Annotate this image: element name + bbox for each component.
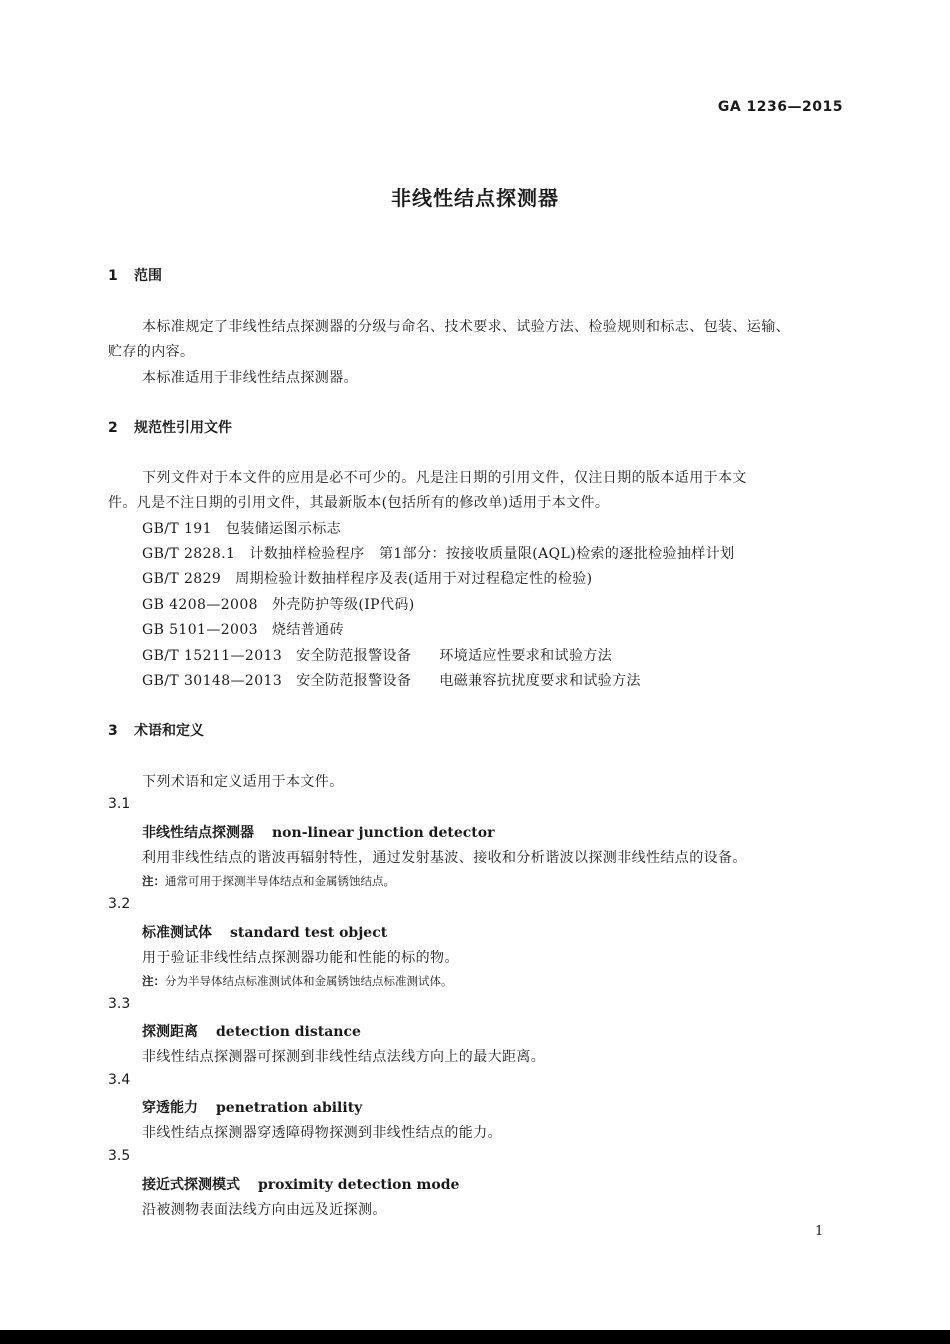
term-number: 3.1 — [108, 796, 131, 812]
term-name: 接近式探测模式 proximity detection mode — [142, 1177, 460, 1193]
reference-item: GB/T 30148—2013 安全防范报警设备 电磁兼容抗扰度要求和试验方法 — [142, 673, 641, 689]
paragraph: 下列文件对于本文件的应用是必不可少的。凡是注日期的引用文件，仅注日期的版本适用于本文 — [142, 470, 747, 486]
paragraph: 贮存的内容。 — [108, 344, 195, 360]
reference-item: GB/T 2829 周期检验计数抽样程序及表(适用于对过程稳定性的检验) — [142, 571, 593, 587]
section-1-heading — [108, 265, 162, 285]
term-definition: 利用非线性结点的谐波再辐射特性，通过发射基波、接收和分析谐波以探测非线性结点的设备。 — [142, 850, 747, 866]
term-number: 3.2 — [108, 896, 131, 912]
reference-item: GB 4208—2008 外壳防护等级(IP代码) — [142, 597, 415, 613]
term-number: 3.5 — [108, 1148, 131, 1164]
term-definition: 沿被测物表面法线方向由远及近探测。 — [142, 1202, 387, 1218]
section-number: 3 — [108, 723, 118, 739]
term-number: 3.4 — [108, 1072, 131, 1088]
term-name: 穿透能力 penetration ability — [142, 1100, 363, 1116]
section-number: 2 — [108, 420, 118, 436]
section-title: 术语和定义 — [134, 723, 204, 739]
section-number: 1 — [108, 268, 118, 284]
document-title: 非线性结点探测器 — [391, 186, 559, 210]
reference-item: GB/T 15211—2013 安全防范报警设备 环境适应性要求和试验方法 — [142, 648, 613, 664]
paragraph: 下列术语和定义适用于本文件。 — [142, 774, 344, 790]
section-title: 范围 — [134, 268, 162, 284]
term-definition: 非线性结点探测器穿透障碍物探测到非线性结点的能力。 — [142, 1125, 502, 1141]
page-number: 1 — [815, 1224, 824, 1239]
bottom-bar — [0, 1330, 950, 1344]
term-note: 注：分为半导体结点标准测试体和金属锈蚀结点标准测试体。 — [142, 974, 453, 988]
paragraph: 件。凡是不注日期的引用文件，其最新版本(包括所有的修改单)适用于本文件。 — [108, 495, 610, 511]
term-note: 注：通常可用于探测半导体结点和金属锈蚀结点。 — [142, 874, 395, 888]
term-definition: 用于验证非线性结点探测器功能和性能的标的物。 — [142, 950, 459, 966]
paragraph: 本标准适用于非线性结点探测器。 — [142, 370, 358, 386]
section-2-heading — [108, 417, 232, 437]
reference-item: GB/T 191 包装储运图示标志 — [142, 521, 342, 537]
reference-item: GB 5101—2003 烧结普通砖 — [142, 622, 344, 638]
term-name: 探测距离 detection distance — [142, 1024, 361, 1040]
paragraph: 本标准规定了非线性结点探测器的分级与命名、技术要求、试验方法、检验规则和标志、包装、运输、 — [142, 319, 790, 335]
reference-item: GB/T 2828.1 计数抽样检验程序 第1部分：按接收质量限(AQL)检索的逐批检验抽样计划 — [142, 546, 735, 562]
term-definition: 非线性结点探测器可探测到非线性结点法线方向上的最大距离。 — [142, 1049, 546, 1065]
section-title: 规范性引用文件 — [134, 420, 232, 436]
term-number: 3.3 — [108, 996, 131, 1012]
section-3-heading — [108, 720, 204, 740]
standard-code: GA 1236—2015 — [717, 99, 843, 115]
term-name: 非线性结点探测器 non-linear junction detector — [142, 825, 495, 841]
term-name: 标准测试体 standard test object — [142, 925, 388, 941]
